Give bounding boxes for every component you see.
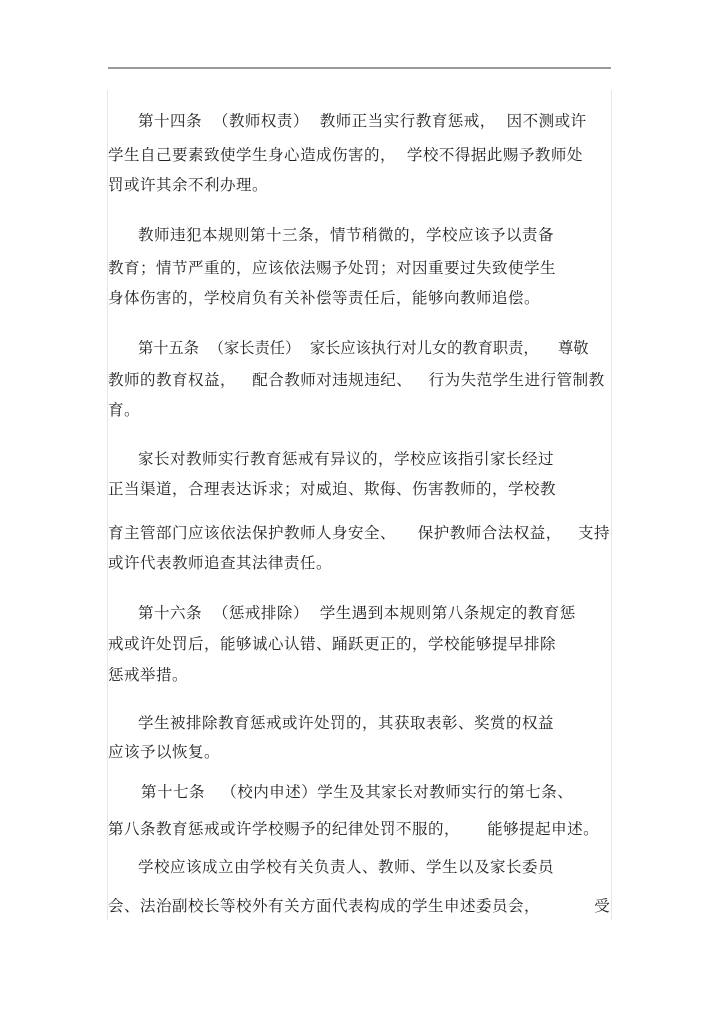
text-line: 身体伤害的，学校肩负有关补偿等责任后，能够向教师追偿。 xyxy=(108,289,541,307)
text-line: 教师的教育权益， 配合教师对违规违纪、 行为失范学生进行管制教 xyxy=(108,371,605,389)
text-line: 学生被排除教育惩戒或许处罚的，其获取表彰、奖赏的权益 xyxy=(138,714,555,732)
text-line: 会、法治副校长等校外有关方面代表构成的学生申述委员会， 受 xyxy=(108,897,611,915)
header-rule xyxy=(108,67,611,69)
text-line: 第十四条 （教师权责） 教师正当实行教育惩戒， 因不测或许 xyxy=(138,112,587,130)
text-line: 第十七条 （校内申述）学生及其家长对教师实行的第七条、 xyxy=(141,783,574,801)
text-line: 育主管部门应该依法保护教师人身安全、 保护教师合法权益， 支持 xyxy=(108,524,610,542)
text-line: 应该予以恢复。 xyxy=(108,743,221,761)
text-line: 或许代表教师追查其法律责任。 xyxy=(108,554,333,572)
text-line: 学校应该成立由学校有关负责人、教师、学生以及家长委员 xyxy=(138,858,555,876)
text-line: 戒或许处罚后，能够诚心认错、踊跃更正的，学校能够提早排除 xyxy=(108,635,557,653)
page-border-right xyxy=(611,90,612,920)
text-line: 惩戒举措。 xyxy=(108,666,189,684)
text-line: 正当渠道，合理表达诉求；对威迫、欺侮、伤害教师的，学校教 xyxy=(108,480,557,498)
text-line: 第十六条 （惩戒排除） 学生遇到本规则第八条规定的教育惩 xyxy=(138,604,576,622)
text-line: 罚或许其余不利办理。 xyxy=(108,176,269,194)
text-line: 家长对教师实行教育惩戒有异议的，学校应该指引家长经过 xyxy=(138,450,555,468)
text-line: 教育；情节严重的，应该依法赐予处罚；对因重要过失致使学生 xyxy=(108,259,557,277)
text-line: 第十五条 （家长责任） 家长应该执行对儿女的教育职责， 尊敬 xyxy=(138,339,589,357)
text-line: 教师违犯本规则第十三条，情节稍微的，学校应该予以责备 xyxy=(138,226,555,244)
text-line: 育。 xyxy=(108,401,141,419)
text-line: 第八条教育惩戒或许学校赐予的纪律处罚不服的， 能够提起申述。 xyxy=(108,820,600,838)
text-line: 学生自己要素致使学生身心造成伤害的， 学校不得据此赐予教师处 xyxy=(108,146,583,164)
page-border-left xyxy=(107,90,108,920)
